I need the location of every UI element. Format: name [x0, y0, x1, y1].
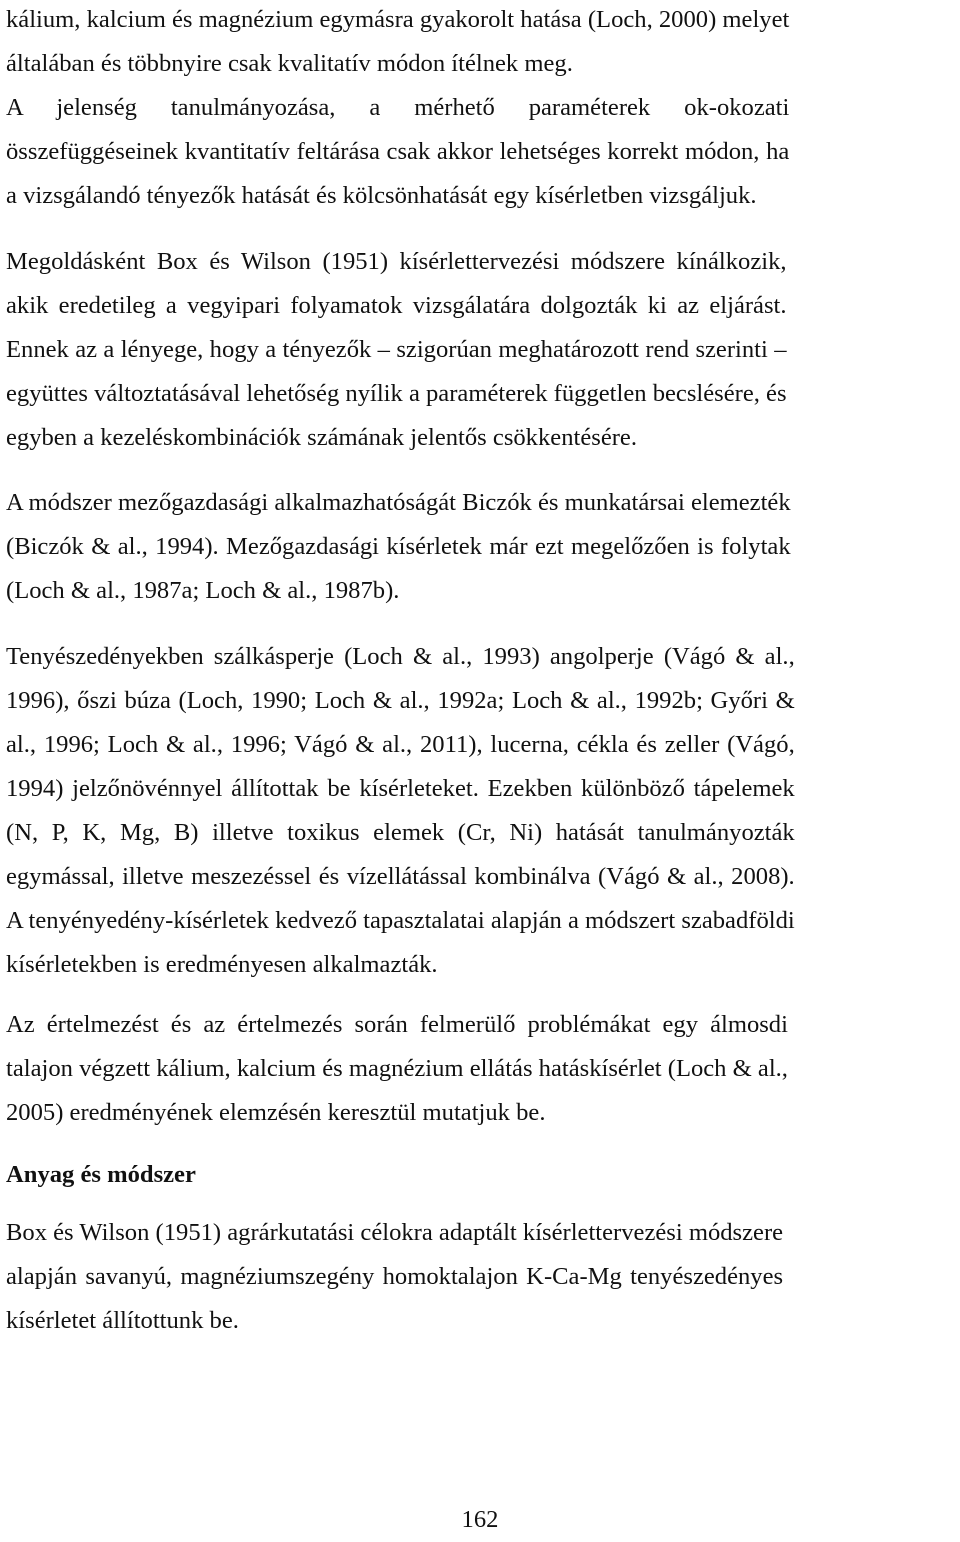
- text-line: A módszer mezőgazdasági alkalmazhatóságát Biczók és munkatársai elemezték: [6, 489, 791, 516]
- text-line: (Biczók & al., 1994). Mezőgazdasági kísérletek már ezt megelőzően is folytak: [6, 533, 791, 560]
- text-line: A tenyényedény-kísérletek kedvező tapasztalatai alapján a módszert szabadföldi: [6, 907, 795, 934]
- text-line: alapján savanyú, magnéziumszegény homoktalajon K-Ca-Mg tenyészedényes: [6, 1263, 784, 1290]
- text-line: egyben a kezeléskombinációk számának jelentős csökkentésére.: [6, 424, 637, 451]
- paragraph-interpretation: [6, 1003, 788, 1135]
- text-line: általában és többnyire csak kvalitatív módon ítélnek meg.: [6, 50, 573, 77]
- text-line: Az értelmezést és az értelmezés során felmerülő problémákat egy álmosdi: [6, 1011, 788, 1038]
- text-line: kálium, kalcium és magnézium egymásra gyakorolt hatása (Loch, 2000) melyet: [6, 6, 790, 33]
- text-line: Tenyészedényekben szálkásperje (Loch & al., 1993) angolperje (Vágó & al.,: [6, 643, 795, 670]
- text-line: akik eredetileg a vegyipari folyamatok vizsgálatára dolgozták ki az eljárást.: [6, 292, 787, 319]
- paragraph-intro: [6, 0, 789, 218]
- text-line: kísérletekben is eredményesen alkalmazták.: [6, 951, 438, 978]
- text-line: egymással, illetve meszezéssel és vízellátással kombinálva (Vágó & al., 2008).: [6, 863, 795, 890]
- text-line: 1996), őszi búza (Loch, 1990; Loch & al., 1992a; Loch & al., 1992b; Győri &: [6, 687, 795, 714]
- text-line: együttes változtatásával lehetőség nyílik a paraméterek független becslésére, és: [6, 380, 787, 407]
- text-line: összefüggéseinek kvantitatív feltárása csak akkor lehetséges korrekt módon, ha: [6, 138, 790, 165]
- paragraph-method-applicability: [6, 481, 791, 613]
- text-line: a vizsgálandó tényezők hatását és kölcsönhatását egy kísérletben vizsgáljuk.: [6, 182, 757, 209]
- text-line: Box és Wilson (1951) agrárkutatási célokra adaptált kísérlettervezési módszere: [6, 1219, 784, 1246]
- text-line: talajon végzett kálium, kalcium és magnézium ellátás hatáskísérlet (Loch & al.,: [6, 1055, 788, 1082]
- section-heading: Anyag és módszer: [6, 1161, 196, 1188]
- paragraph-materials: [6, 1211, 783, 1343]
- text-line: kísérletet állítottunk be.: [6, 1307, 239, 1334]
- text-line: Megoldásként Box és Wilson (1951) kísérlettervezési módszere kínálkozik,: [6, 248, 787, 275]
- text-line: A jelenség tanulmányozása, a mérhető paraméterek ok-okozati: [6, 94, 790, 121]
- text-line: al., 1996; Loch & al., 1996; Vágó & al., 2011), lucerna, cékla és zeller (Vágó,: [6, 731, 795, 758]
- text-line: (Loch & al., 1987a; Loch & al., 1987b).: [6, 577, 400, 604]
- page-number: 162: [461, 1506, 499, 1533]
- text-line: 1994) jelzőnövénnyel állítottak be kísérleteket. Ezekben különböző tápelemek: [6, 775, 795, 802]
- paragraph-pot-experiments: [6, 635, 795, 987]
- text-line: 2005) eredményének elemzésén keresztül mutatjuk be.: [6, 1099, 546, 1126]
- text-line: (N, P, K, Mg, B) illetve toxikus elemek (Cr, Ni) hatását tanulmányozták: [6, 819, 795, 846]
- text-line: Ennek az a lényege, hogy a tényezők – szigorúan meghatározott rend szerinti –: [6, 336, 787, 363]
- paragraph-box-wilson: [6, 240, 787, 460]
